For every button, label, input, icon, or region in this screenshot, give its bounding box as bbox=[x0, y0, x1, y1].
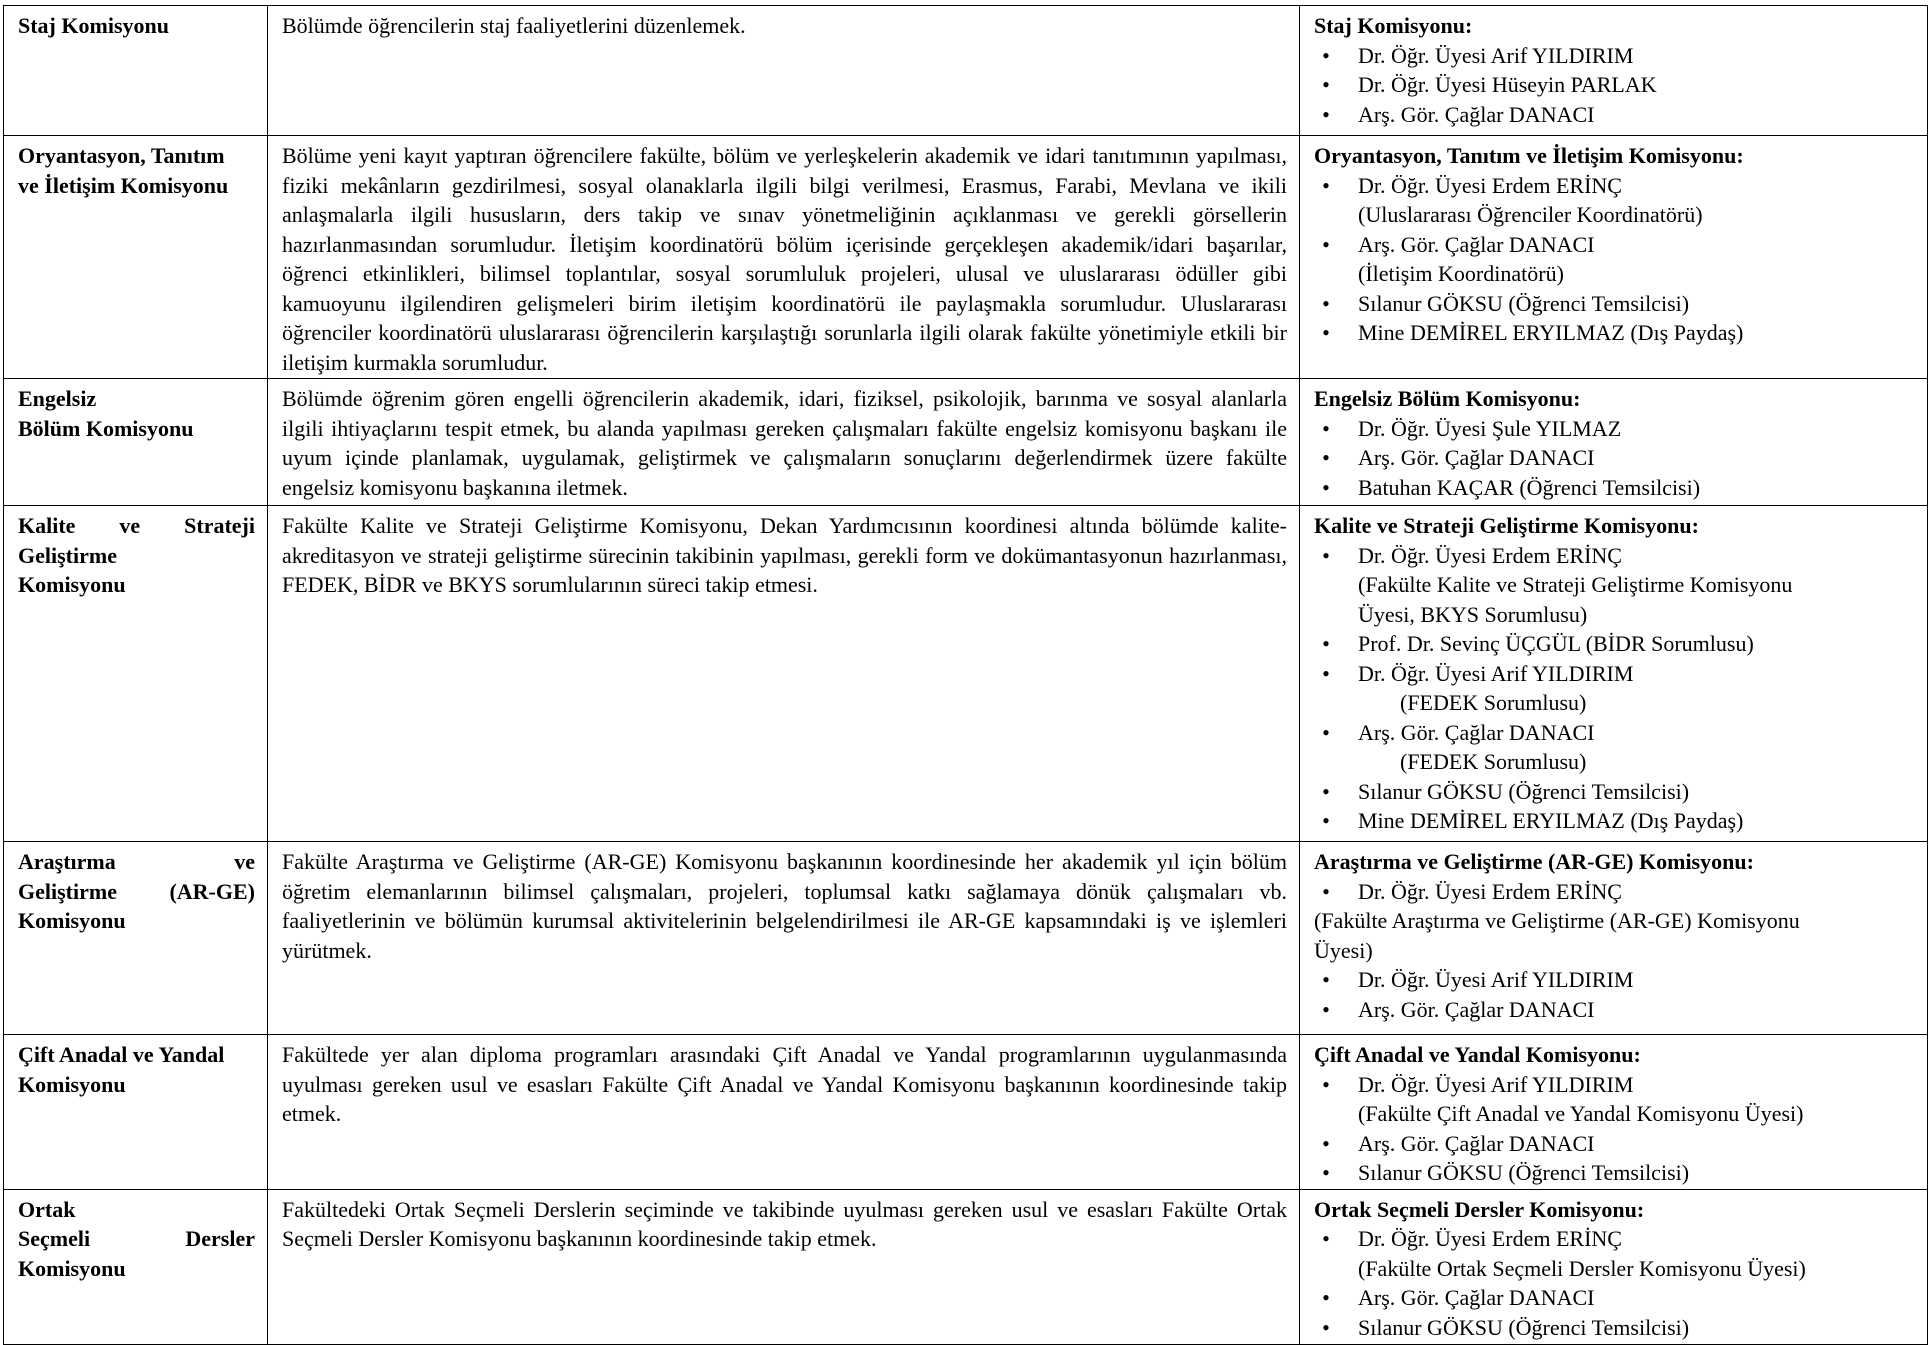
bullet-icon: • bbox=[1322, 542, 1330, 568]
member-item bbox=[1314, 1283, 1919, 1313]
member-item bbox=[1314, 1313, 1919, 1343]
committee-row bbox=[4, 136, 1928, 379]
member-item bbox=[1314, 473, 1919, 503]
bullet-icon: • bbox=[1322, 631, 1330, 656]
members-list bbox=[1314, 965, 1919, 1024]
bullet-icon: • bbox=[1322, 1314, 1330, 1340]
committee-name-line: ve İletişim Komisyonu bbox=[18, 172, 229, 198]
member-item bbox=[1314, 541, 1919, 630]
committee-name-line: Geliştirme bbox=[18, 542, 117, 568]
committee-name-line: Seçmeli Dersler bbox=[18, 1226, 255, 1251]
committee-members bbox=[1300, 379, 1928, 506]
bullet-icon: • bbox=[1322, 1226, 1330, 1251]
members-title: Araştırma ve Geliştirme (AR-GE) Komisyonu: bbox=[1314, 849, 1754, 874]
bullet-icon: • bbox=[1322, 719, 1330, 745]
committee-name-line: Engelsiz bbox=[18, 386, 97, 411]
committee-row bbox=[4, 842, 1928, 1035]
member-item bbox=[1314, 289, 1919, 319]
member-item bbox=[1314, 230, 1919, 289]
bullet-icon: • bbox=[1322, 878, 1330, 904]
member-name: Dr. Öğr. Üyesi Şule YILMAZ bbox=[1358, 415, 1622, 441]
committee-name-line: Komisyonu bbox=[18, 572, 126, 597]
member-name: Dr. Öğr. Üyesi Arif YILDIRIM bbox=[1358, 42, 1634, 68]
member-item bbox=[1314, 659, 1919, 718]
member-note: (Fakülte Araştırma ve Geliştirme (AR-GE) Komisyonu bbox=[1314, 908, 1800, 933]
member-name: Arş. Gör. Çağlar DANACI bbox=[1358, 101, 1595, 127]
committee-row bbox=[4, 506, 1928, 842]
member-name: Dr. Öğr. Üyesi Arif YILDIRIM bbox=[1358, 660, 1634, 686]
member-item bbox=[1314, 965, 1919, 995]
committee-name bbox=[4, 379, 268, 506]
member-name: Mine DEMİREL ERYILMAZ (Dış Paydaş) bbox=[1358, 808, 1744, 833]
member-name: Mine DEMİREL ERYILMAZ (Dış Paydaş) bbox=[1358, 320, 1744, 345]
committee-name-line: Çift Anadal ve Yandal bbox=[18, 1042, 225, 1067]
bullet-icon: • bbox=[1322, 42, 1330, 68]
member-role: (Fakülte Çift Anadal ve Yandal Komisyonu Üyesi) bbox=[1358, 1101, 1804, 1126]
committee-duty: Bölümde öğrenim gören engelli öğrencilerin akademik, idari, fiziksel, psikolojik, barınma ve sosyal alanlarla ilgili ihtiyaçlarını tespit etmek, bu alanda yapılması gereken çalışmaları fakülte engelsiz komisyonu başkanı ile uyum içinde planlamak, uygulamak, geliştirmek ve çalışmaların sonuçlarını değerlendirmek üzere fakülte engelsiz komisyonu başkanına iletmek. bbox=[268, 379, 1300, 506]
committee-members bbox=[1300, 6, 1928, 136]
member-item bbox=[1314, 1129, 1919, 1159]
committee-name bbox=[4, 136, 268, 379]
committee-members bbox=[1300, 842, 1928, 1035]
members-list bbox=[1314, 41, 1919, 130]
committee-members bbox=[1300, 1035, 1928, 1190]
committee-duty: Bölümde öğrencilerin staj faaliyetlerini düzenlemek. bbox=[268, 6, 1300, 136]
committee-row bbox=[4, 379, 1928, 506]
bullet-icon: • bbox=[1322, 1071, 1330, 1097]
members-title: Staj Komisyonu: bbox=[1314, 13, 1473, 38]
member-role: (FEDEK Sorumlusu) bbox=[1400, 749, 1587, 774]
member-item bbox=[1314, 318, 1919, 348]
members-title: Çift Anadal ve Yandal Komisyonu: bbox=[1314, 1042, 1641, 1067]
committee-name-line: Bölüm Komisyonu bbox=[18, 415, 194, 441]
member-item bbox=[1314, 1158, 1919, 1188]
bullet-icon: • bbox=[1322, 445, 1330, 470]
bullet-icon: • bbox=[1322, 1160, 1330, 1185]
bullet-icon: • bbox=[1322, 967, 1330, 992]
committee-members bbox=[1300, 136, 1928, 379]
committee-row bbox=[4, 1189, 1928, 1344]
bullet-icon: • bbox=[1322, 231, 1330, 257]
committee-name-line: Komisyonu bbox=[18, 1255, 126, 1281]
bullet-icon: • bbox=[1322, 996, 1330, 1022]
member-item bbox=[1314, 995, 1919, 1025]
member-name: Dr. Öğr. Üyesi Hüseyin PARLAK bbox=[1358, 72, 1657, 97]
bullet-icon: • bbox=[1322, 808, 1330, 833]
members-list bbox=[1314, 171, 1919, 348]
committee-name bbox=[4, 842, 268, 1035]
committee-members bbox=[1300, 506, 1928, 842]
member-name: Sılanur GÖKSU (Öğrenci Temsilcisi) bbox=[1358, 1160, 1690, 1185]
committee-name bbox=[4, 506, 268, 842]
members-title: Ortak Seçmeli Dersler Komisyonu: bbox=[1314, 1196, 1645, 1222]
bullet-icon: • bbox=[1322, 1130, 1330, 1156]
bullet-icon: • bbox=[1322, 474, 1330, 500]
committee-table-body bbox=[4, 6, 1928, 1345]
member-name: Arş. Gör. Çağlar DANACI bbox=[1358, 1285, 1595, 1310]
member-name: Prof. Dr. Sevinç ÜÇGÜL (BİDR Sorumlusu) bbox=[1358, 631, 1754, 656]
member-item bbox=[1314, 100, 1919, 130]
committee-duty: Fakülte Kalite ve Strateji Geliştirme Komisyonu, Dekan Yardımcısının koordinesi altında bölümde kalite-akreditasyon ve strateji geliştirme sürecinin takibinin yapılması, gerekli form ve dokümantasyonun hazırlanması, FEDEK, BİDR ve BKYS sorumlularının süreci takip etmesi. bbox=[268, 506, 1300, 842]
committee-name-line: Komisyonu bbox=[18, 1071, 126, 1097]
committee-row bbox=[4, 1035, 1928, 1190]
member-item bbox=[1314, 777, 1919, 807]
member-name: Dr. Öğr. Üyesi Erdem ERİNÇ bbox=[1358, 542, 1622, 568]
committee-name bbox=[4, 1035, 268, 1190]
member-item bbox=[1314, 414, 1919, 444]
member-name: Arş. Gör. Çağlar DANACI bbox=[1358, 231, 1595, 257]
members-list bbox=[1314, 541, 1919, 836]
member-item bbox=[1314, 171, 1919, 230]
member-name: Dr. Öğr. Üyesi Erdem ERİNÇ bbox=[1358, 878, 1622, 904]
committee-name-line: Ortak bbox=[18, 1196, 76, 1222]
bullet-icon: • bbox=[1322, 1285, 1330, 1310]
member-name: Arş. Gör. Çağlar DANACI bbox=[1358, 1130, 1595, 1156]
member-name: Dr. Öğr. Üyesi Erdem ERİNÇ bbox=[1358, 172, 1622, 198]
members-list bbox=[1314, 1224, 1919, 1342]
member-item bbox=[1314, 1070, 1919, 1129]
member-item bbox=[1314, 629, 1919, 659]
committee-duty: Fakültede yer alan diploma programları arasındaki Çift Anadal ve Yandal programlarının uygulanmasında uyulması gereken usul ve esasları Fakülte Çift Anadal ve Yandal Komisyonu başkanının koordinesinde takip etmek. bbox=[268, 1035, 1300, 1190]
committee-row bbox=[4, 6, 1928, 136]
member-role: (Fakülte Ortak Seçmeli Dersler Komisyonu Üyesi) bbox=[1358, 1255, 1806, 1281]
committee-name bbox=[4, 1189, 268, 1344]
bullet-icon: • bbox=[1322, 101, 1330, 127]
member-name: Sılanur GÖKSU (Öğrenci Temsilcisi) bbox=[1358, 290, 1690, 316]
members-title: Oryantasyon, Tanıtım ve İletişim Komisyonu: bbox=[1314, 143, 1744, 168]
member-item bbox=[1314, 41, 1919, 71]
committee-duty: Fakülte Araştırma ve Geliştirme (AR-GE) Komisyonu başkanının koordinesinde her akademik yıl için bölüm öğretim elemanlarının bilimsel çalışmaları, projeleri, toplumsal katkı sağlamaya dönük çalışmaları vb. faaliyetlerinin ve bölümün kurumsal aktivitelerinin belgelendirilmesi ile AR-GE kapsamındaki iş ve işlemleri yürütmek. bbox=[268, 842, 1300, 1035]
member-role: (FEDEK Sorumlusu) bbox=[1400, 690, 1587, 715]
member-name: Dr. Öğr. Üyesi Arif YILDIRIM bbox=[1358, 1071, 1634, 1097]
member-name: Dr. Öğr. Üyesi Arif YILDIRIM bbox=[1358, 967, 1634, 992]
members-list bbox=[1314, 414, 1919, 503]
members-title: Kalite ve Strateji Geliştirme Komisyonu: bbox=[1314, 513, 1699, 538]
committee-name bbox=[4, 6, 268, 136]
committee-duty: Fakültedeki Ortak Seçmeli Derslerin seçiminde ve takibinde uyulması gereken usul ve esasları Fakülte Ortak Seçmeli Dersler Komisyonu başkanının koordinesinde takip etmek. bbox=[268, 1189, 1300, 1344]
bullet-icon: • bbox=[1322, 320, 1330, 345]
member-name: Dr. Öğr. Üyesi Erdem ERİNÇ bbox=[1358, 1226, 1622, 1251]
member-item bbox=[1314, 443, 1919, 473]
member-item bbox=[1314, 1224, 1919, 1283]
committee-name-line: Komisyonu bbox=[18, 908, 126, 933]
member-name: Arş. Gör. Çağlar DANACI bbox=[1358, 445, 1595, 470]
member-role: (İletişim Koordinatörü) bbox=[1358, 261, 1564, 286]
bullet-icon: • bbox=[1322, 72, 1330, 97]
committee-name-line: Kalite ve Strateji bbox=[18, 513, 255, 538]
committee-name-line: Staj Komisyonu bbox=[18, 13, 169, 38]
bullet-icon: • bbox=[1322, 172, 1330, 198]
committee-name-line: Oryantasyon, Tanıtım bbox=[18, 143, 225, 168]
member-name: Batuhan KAÇAR (Öğrenci Temsilcisi) bbox=[1358, 474, 1701, 500]
members-title: Engelsiz Bölüm Komisyonu: bbox=[1314, 386, 1581, 411]
member-item bbox=[1314, 806, 1919, 836]
committee-name-line: Araştırma ve bbox=[18, 849, 255, 874]
members-list bbox=[1314, 877, 1919, 907]
member-name: Arş. Gör. Çağlar DANACI bbox=[1358, 996, 1595, 1022]
member-name: Arş. Gör. Çağlar DANACI bbox=[1358, 719, 1595, 745]
member-name: Sılanur GÖKSU (Öğrenci Temsilcisi) bbox=[1358, 1314, 1690, 1340]
committee-duty: Bölüme yeni kayıt yaptıran öğrencilere fakülte, bölüm ve yerleşkelerin akademik ve idari tanıtımının yapılması, fiziki mekânların gezdirilmesi, sosyal olanaklarla ilgili bilgi verilmesi, Erasmus, Farabi, Mevlana ve ikili anlaşmalarla ilgili hususların, ders takip ve sınav yönetmeliğinin açıklanması ve gerekli görsellerin hazırlanmasından sorumludur. İletişim koordinatörü bölüm içerisinde gerçekleşen akademik/idari başarılar, öğrenci etkinlikleri, bilimsel toplantılar, sosyal sorumluluk projeleri, ulusal ve uluslararası ödüller gibi kamuoyunu ilgilendiren gelişmeleri birim iletişim koordinatörü ile paylaşmakla sorumludur. Uluslararası öğrenciler koordinatörü uluslararası öğrencilerin karşılaştığı sorunlarla ilgili olarak fakülte yönetimiyle etkili bir iletişim kurmakla sorumludur. bbox=[268, 136, 1300, 379]
member-role: Üyesi, BKYS Sorumlusu) bbox=[1358, 601, 1588, 627]
committee-table bbox=[3, 5, 1928, 1345]
bullet-icon: • bbox=[1322, 660, 1330, 686]
bullet-icon: • bbox=[1322, 415, 1330, 441]
committee-name-line: Geliştirme (AR-GE) bbox=[18, 878, 255, 904]
member-role: (Fakülte Kalite ve Strateji Geliştirme Komisyonu bbox=[1358, 572, 1793, 597]
members-list bbox=[1314, 1070, 1919, 1188]
member-item bbox=[1314, 70, 1919, 100]
member-note: Üyesi) bbox=[1314, 937, 1373, 963]
member-role: (Uluslararası Öğrenciler Koordinatörü) bbox=[1358, 202, 1703, 227]
member-item bbox=[1314, 718, 1919, 777]
committee-members bbox=[1300, 1189, 1928, 1344]
bullet-icon: • bbox=[1322, 778, 1330, 804]
member-name: Sılanur GÖKSU (Öğrenci Temsilcisi) bbox=[1358, 778, 1690, 804]
bullet-icon: • bbox=[1322, 290, 1330, 316]
member-item bbox=[1314, 877, 1919, 907]
